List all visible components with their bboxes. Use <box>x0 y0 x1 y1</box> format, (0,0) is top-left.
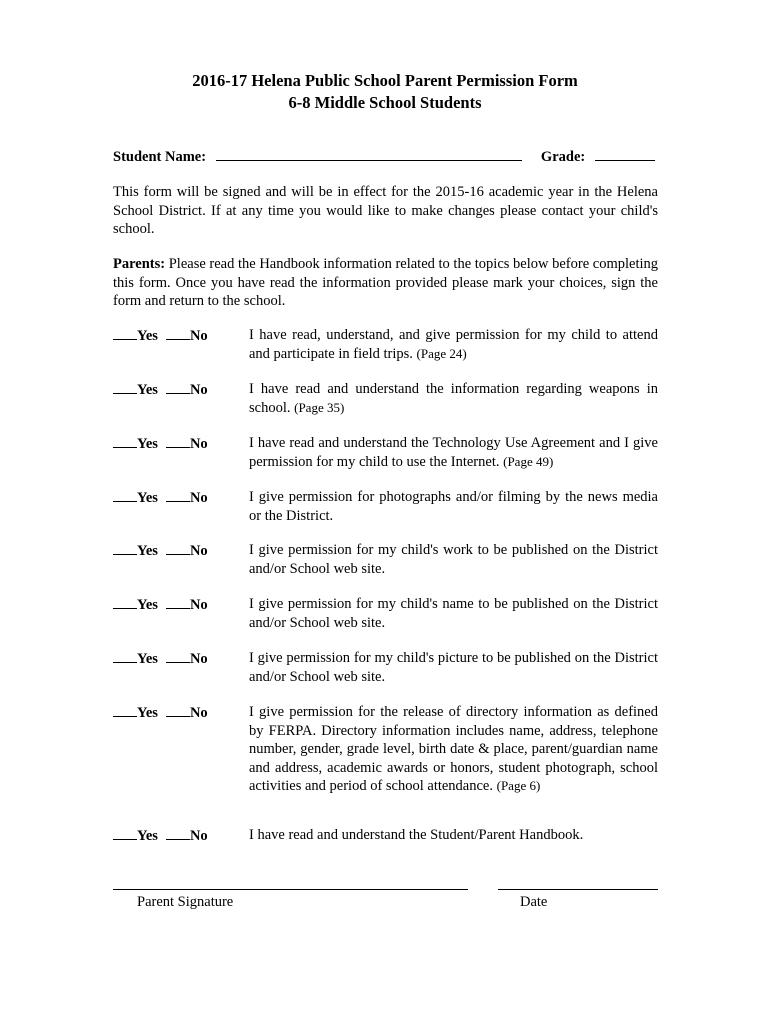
yes-blank[interactable] <box>113 434 137 448</box>
yes-blank[interactable] <box>113 488 137 502</box>
yes-blank[interactable] <box>113 326 137 340</box>
no-blank[interactable] <box>166 649 190 663</box>
parents-paragraph <box>113 255 658 311</box>
page-reference: (Page 6) <box>496 778 541 793</box>
permission-statement: I have read and understand the information regarding weapons in school. <box>249 381 658 416</box>
yes-no-choices <box>113 488 208 508</box>
parents-label: Parents: <box>113 256 166 272</box>
permission-item-text <box>249 826 658 845</box>
yes-label: Yes <box>137 705 158 721</box>
yes-blank[interactable] <box>113 649 137 663</box>
page-reference: (Page 24) <box>416 345 467 361</box>
yes-label: Yes <box>137 828 158 844</box>
permission-statement: I give permission for my child's name to be published on the District and/or School web site. <box>249 596 658 631</box>
yes-label: Yes <box>137 651 158 667</box>
no-blank[interactable] <box>166 541 190 555</box>
permission-item-text <box>249 326 658 363</box>
permission-item-text <box>249 380 658 417</box>
no-blank[interactable] <box>166 703 190 717</box>
permission-statement: I give permission for my child's picture to be published on the District and/or School web site. <box>249 650 658 685</box>
student-name-field[interactable] <box>216 146 522 161</box>
parent-signature-label: Parent Signature <box>137 894 234 910</box>
permission-statement: I give permission for my child's work to be published on the District and/or School web site. <box>249 542 658 577</box>
no-label: No <box>189 490 208 506</box>
page-reference: (Page 49) <box>503 453 554 469</box>
grade-field[interactable] <box>595 146 655 161</box>
yes-label: Yes <box>137 543 158 559</box>
permission-item-text <box>249 488 658 525</box>
yes-no-choices <box>113 326 208 346</box>
no-label: No <box>189 543 208 559</box>
permission-statement: I have read and understand the Student/Parent Handbook. <box>249 827 584 843</box>
no-label: No <box>189 436 208 452</box>
yes-no-choices <box>113 434 208 454</box>
form-subtitle: 6-8 Middle School Students <box>288 93 482 112</box>
no-blank[interactable] <box>166 826 190 840</box>
no-blank[interactable] <box>166 595 190 609</box>
parent-signature-line[interactable] <box>113 889 468 890</box>
student-info-row <box>113 146 658 166</box>
parents-text: Please read the Handbook information related to the topics below before completing this form. Once you have read the information provided please mark your choices, sign the form and return to the school. <box>113 256 658 309</box>
yes-no-choices <box>113 703 208 723</box>
no-blank[interactable] <box>166 326 190 340</box>
no-label: No <box>189 828 208 844</box>
yes-no-choices <box>113 595 208 615</box>
no-blank[interactable] <box>166 380 190 394</box>
yes-label: Yes <box>137 597 158 613</box>
form-title: 2016-17 Helena Public School Parent Permission Form <box>192 71 578 90</box>
permission-statement: I have read, understand, and give permission for my child to attend and participate in field trips. <box>249 327 658 362</box>
yes-no-choices <box>113 541 208 561</box>
no-blank[interactable] <box>166 434 190 448</box>
permission-item-text <box>249 541 658 578</box>
yes-blank[interactable] <box>113 541 137 555</box>
yes-blank[interactable] <box>113 380 137 394</box>
permission-item-text <box>249 595 658 632</box>
yes-label: Yes <box>137 436 158 452</box>
yes-label: Yes <box>137 490 158 506</box>
yes-no-choices <box>113 380 208 400</box>
permission-statement: I give permission for photographs and/or filming by the news media or the District. <box>249 489 658 524</box>
no-label: No <box>189 382 208 398</box>
permission-statement: I give permission for the release of directory information as defined by FERPA. Directory information includes name, address, telephone number, gender, grade level, birth date & place, parent/guardian name and address, academic awards or honors, student photograph, school activities and period of school attendance. <box>249 704 658 794</box>
grade-label: Grade: <box>540 149 586 165</box>
no-label: No <box>189 328 208 344</box>
yes-no-choices <box>113 826 208 846</box>
yes-label: Yes <box>137 328 158 344</box>
no-label: No <box>189 705 208 721</box>
permission-item-text <box>249 434 658 471</box>
yes-blank[interactable] <box>113 703 137 717</box>
no-label: No <box>189 651 208 667</box>
permission-item-text <box>249 703 658 796</box>
permission-statement: I have read and understand the Technology Use Agreement and I give permission for my child to use the Internet. <box>249 435 658 470</box>
date-label: Date <box>520 894 548 910</box>
date-line[interactable] <box>498 889 658 890</box>
yes-blank[interactable] <box>113 595 137 609</box>
yes-no-choices <box>113 649 208 669</box>
yes-label: Yes <box>137 382 158 398</box>
student-name-label: Student Name: <box>113 149 207 165</box>
page-reference: (Page 35) <box>294 399 345 415</box>
permission-item-text <box>249 649 658 686</box>
yes-blank[interactable] <box>113 826 137 840</box>
no-blank[interactable] <box>166 488 190 502</box>
intro-paragraph: This form will be signed and will be in effect for the 2015-16 academic year in the Helena School District. If at any time you would like to make changes please contact your child's school. <box>113 184 658 237</box>
no-label: No <box>189 597 208 613</box>
